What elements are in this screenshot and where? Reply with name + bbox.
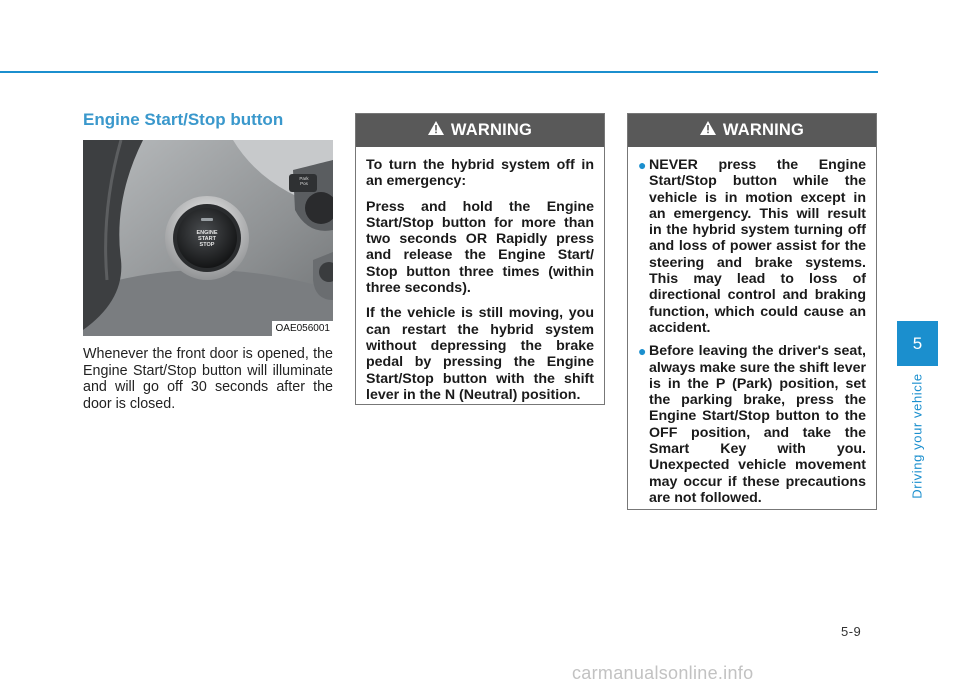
bullet-dot-icon: ●: [638, 157, 647, 173]
warning-box-emergency: [355, 113, 605, 405]
warning-body: [628, 147, 876, 506]
warning-triangle-icon: [428, 121, 444, 140]
photo-code: OAE056001: [272, 321, 334, 336]
park-button-label: [294, 176, 314, 186]
warning-body: [356, 147, 604, 403]
warning-header: [356, 114, 604, 147]
button-legend-line: ENGINE: [196, 230, 218, 236]
warning-heading: WARNING: [722, 121, 805, 139]
bullet-dot-icon: ●: [638, 343, 647, 360]
button-legend-line: STOP: [199, 242, 215, 248]
chapter-label: Driving your vehicle: [909, 373, 925, 499]
watermark: carmanualsonline.info: [572, 663, 754, 683]
section-title: Engine Start/Stop button: [83, 110, 284, 129]
start-stop-button-photo: [83, 140, 333, 336]
chapter-tab: 5: [897, 321, 938, 366]
warning-paragraph: Press and hold the Engine Start/Stop button for more than two seconds OR Rapidly press and release the Engine Start/ Stop button three times (within three seconds).: [366, 198, 594, 297]
page-number: 5-9: [841, 624, 862, 639]
warning-box-motion: [627, 113, 877, 510]
warning-bullet-text: Before leaving the driver's seat, always make sure the shift lever is in the P (Park) position, set the parking brake, press the Engine Start/Stop button to the OFF position, and take the Smart Key with you. Unexpected vehicle movement may occur if these precautions are not followed.: [649, 343, 866, 506]
park-label-line: Pos: [300, 181, 308, 186]
warning-bullet-list: [638, 157, 866, 506]
park-label-line: Park: [299, 176, 309, 181]
warning-paragraph: If the vehicle is still moving, you can restart the hybrid system without depressing the brake pedal by pressing the Engine Start/Stop button with the shift lever in the N (Neutral) position.: [366, 305, 594, 403]
body-text: Whenever the front door is opened, the Engine Start/Stop button will illuminate and will go off 30 seconds after the door is closed.: [83, 346, 333, 412]
warning-heading: WARNING: [450, 121, 533, 139]
warning-bullet-text: NEVER press the Engine Start/Stop button while the vehicle is in motion except in an emergency. This will result in the hybrid system turning off and loss of power assist for the steering and brake systems. This may lead to loss of directional control and braking function, which could cause an accident.: [649, 157, 866, 336]
button-legend: [193, 230, 221, 248]
button-legend-line: START: [198, 236, 216, 242]
warning-header: [628, 114, 876, 147]
header-rule: [0, 71, 878, 73]
warning-paragraph: To turn the hybrid system off in an emergency:: [366, 157, 594, 190]
warning-triangle-icon: [700, 121, 716, 140]
warning-bullet: [638, 343, 866, 506]
warning-bullet: [638, 157, 866, 336]
